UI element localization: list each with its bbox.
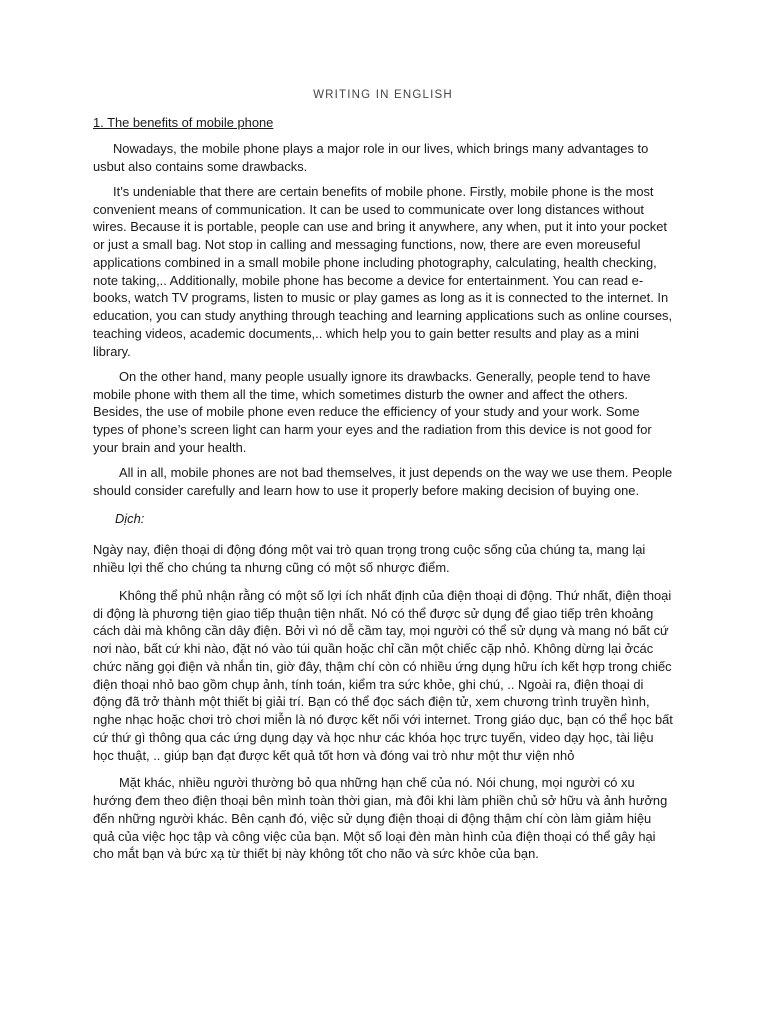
paragraph-en-conclusion: All in all, mobile phones are not bad themselves, it just depends on the way we use them. People should consider carefully and learn how to use it properly before making decision of buying one. <box>93 465 673 498</box>
document-title: WRITING IN ENGLISH <box>313 89 453 101</box>
paragraph-en-benefits: It’s undeniable that there are certain benefits of mobile phone. Firstly, mobile phone is the most convenient means of communication. It can be used to communicate over long distances without wires. Because it is portable, people can use and bring it anywhere, any when, put it into your pocket or just a small bag. Not stop in calling and messaging functions, now, there are even moreuseful applications combined in a small mobile phone including photography, calculating, health checking, note taking,.. Additionally, mobile phone has become a device for entertainment. You can read e-books, watch TV programs, listen to music or play games as long as it is connected to the internet. In education, you can study anything through teaching and learning applications such as online courses, teaching videos, academic documents,.. which help you to gain better results and play as a mini library. <box>93 183 673 359</box>
paragraph-vi-drawbacks: Mặt khác, nhiều người thường bỏ qua những hạn chế của nó. Nói chung, mọi người có xu hướng đem theo điện thoại bên mình toàn thời gian, mà đôi khi làm phiền chủ sở hữu và ảnh hưởng đến những người khác. Bên cạnh đó, việc sử dụng điện thoại di động thậm chí còn làm giảm hiệu quả của việc học tập và công việc của bạn. Một số loại đèn màn hình của điện thoại có thể gây hại cho mắt bạn và bức xạ từ thiết bị này không tốt cho não và sức khỏe của bạn. <box>93 775 668 862</box>
section-heading: 1. The benefits of mobile phone <box>93 115 274 130</box>
paragraph-vi-intro: Ngày nay, điện thoại di động đóng một vai trò quan trọng trong cuộc sống của chúng ta, mang lại nhiều lợi thế cho chúng ta nhưng cũng có một số nhược điểm. <box>93 542 646 575</box>
document-page <box>93 87 673 873</box>
translation-label: Dịch: <box>115 510 145 526</box>
paragraph-en-intro: Nowadays, the mobile phone plays a major role in our lives, which brings many advantages to usbut also contains some drawbacks. <box>93 140 649 174</box>
paragraph-vi-benefits: Không thể phủ nhận rằng có một số lợi ích nhất định của điện thoại di động. Thứ nhất, điện thoại di động là phương tiện giao tiếp thuận tiện nhất. Nó có thể được sử dụng để giao tiếp trên khoảng cách dài mà không cần dây điện. Bởi vì nó dễ cầm tay, mọi người có thể sử dụng và mang nó bất cứ nơi nào, bất cứ khi nào, đặt nó vào túi quần hoặc chỉ cần một chiếc cặp nhỏ. Không dừng lại ởcác chức năng gọi điện và nhắn tin, giờ đây, thậm chí còn có nhiều ứng dụng hữu ích kết hợp trong chiếc điện thoại nhỏ bao gồm chụp ảnh, tính toán, kiểm tra sức khỏe, ghi chú, .. Ngoài ra, điện thoại di động đã trở thành một thiết bị giải trí. Bạn có thể đọc sách điện tử, xem chương trình truyền hình, nghe nhạc hoặc chơi trò chơi miễn là nó được kết nối với internet. Trong giáo dục, bạn có thể học bất cứ thứ gì thông qua các ứng dụng dạy và học như các khóa học trực tuyến, video dạy học, tài liệu học thuật, .. giúp bạn đạt được kết quả tốt hơn và đóng vai trò như một thư viện nhỏ <box>93 587 673 763</box>
paragraph-en-drawbacks: On the other hand, many people usually ignore its drawbacks. Generally, people tend to have mobile phone with them all the time, which sometimes disturb the owner and affect the others. Besides, the use of mobile phone even reduce the efficiency of your study and your work. Some types of phone’s screen light can harm your eyes and the radiation from this device is not good for your brain and your health. <box>93 368 652 455</box>
